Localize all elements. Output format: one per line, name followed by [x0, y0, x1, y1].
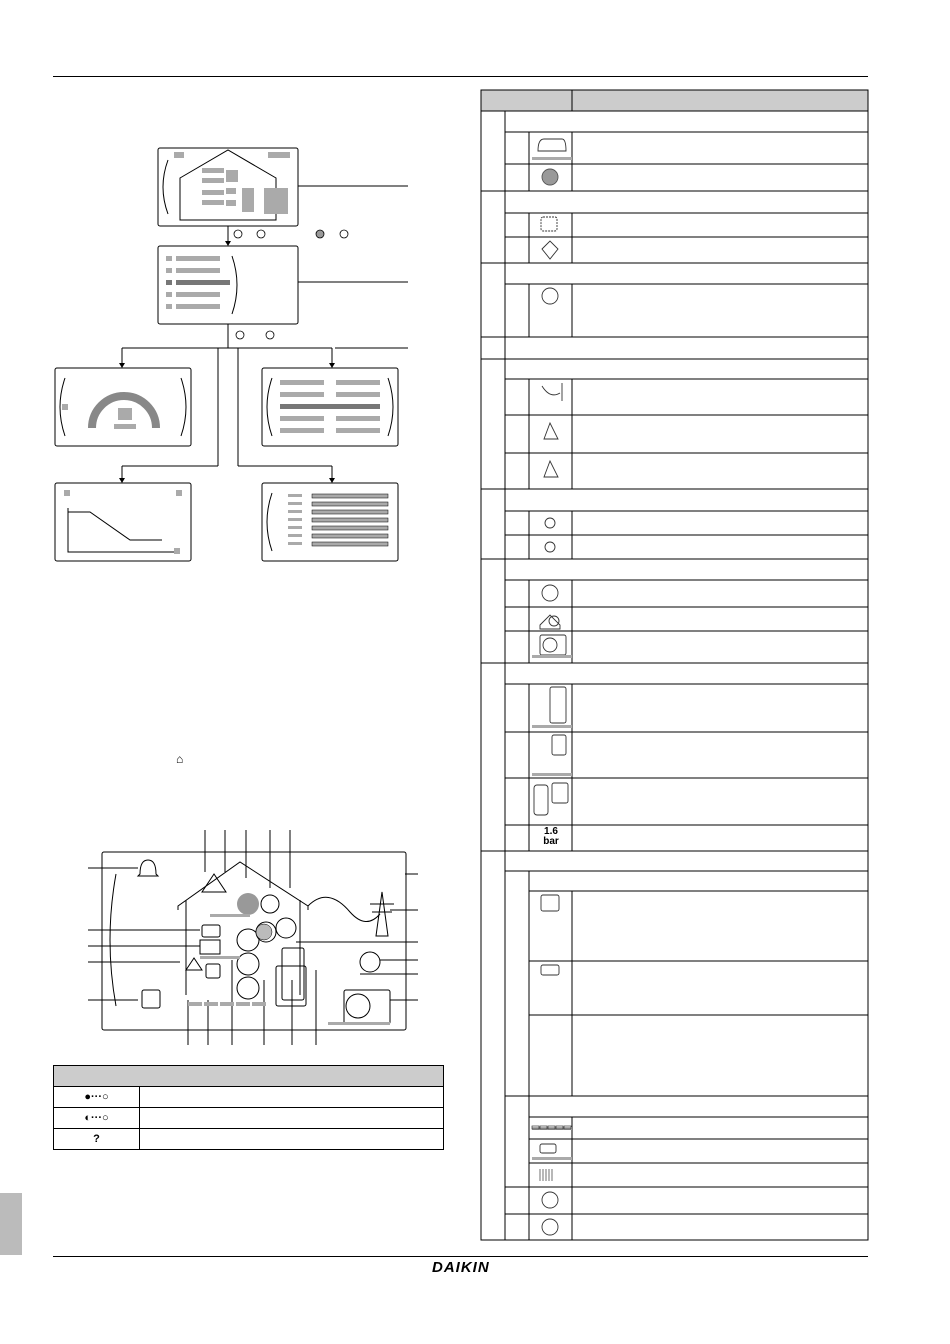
top-rule [53, 76, 868, 77]
pressure-unit: bar [543, 836, 559, 847]
home-screen-figure [60, 830, 420, 1050]
pressure-value: 1.6 [544, 826, 558, 837]
legend-table [53, 1065, 444, 1150]
home-icon: ⌂ [176, 752, 184, 766]
dial-icon-cell: ●···○ [54, 1087, 140, 1107]
table-row [54, 1129, 443, 1149]
legend-table-header [54, 1066, 443, 1087]
chapter-tab [0, 1193, 22, 1255]
bottom-rule [53, 1256, 868, 1257]
table-row [54, 1108, 443, 1129]
icon-table [480, 89, 870, 1241]
help-icon-cell: ? [54, 1129, 140, 1149]
table-row [54, 1087, 443, 1108]
dial-icon-cell: ◐···○ [54, 1108, 140, 1128]
navigation-diagram [50, 140, 420, 570]
brand-logo: DAIKIN [432, 1259, 490, 1276]
